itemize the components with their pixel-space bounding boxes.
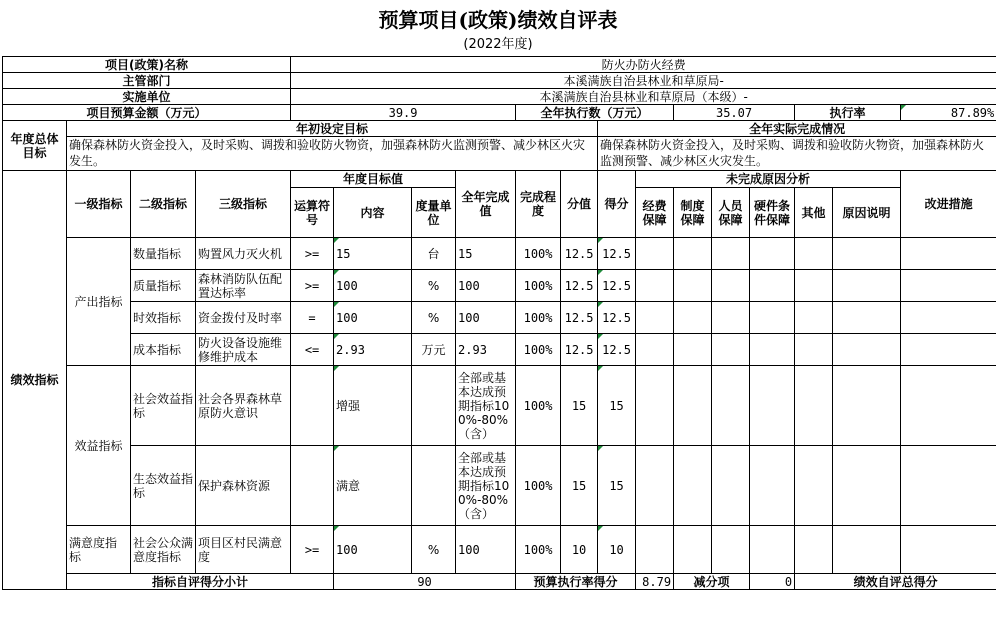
cell-content: 100 <box>334 270 412 302</box>
cell-score-value: 10 <box>561 526 598 574</box>
label-annual-goal: 年度总体目标 <box>3 121 67 171</box>
cell-degree: 100% <box>516 366 561 446</box>
cell-unit <box>412 446 456 526</box>
cell-level3: 社会各界森林草原防火意识 <box>196 366 291 446</box>
cell-level2: 社会公众满意度指标 <box>131 526 196 574</box>
page-title: 预算项目(政策)绩效自评表 <box>378 8 618 32</box>
cell-degree: 100% <box>516 526 561 574</box>
cell-level3: 森林消防队伍配置达标率 <box>196 270 291 302</box>
cell-empty <box>674 446 712 526</box>
cell-empty <box>636 526 674 574</box>
cell-empty <box>712 446 750 526</box>
group-benefit: 效益指标 <box>67 366 131 526</box>
cell-degree: 100% <box>516 334 561 366</box>
label-subtotal: 指标自评得分小计 <box>67 574 334 590</box>
header-level1: 一级指标 <box>67 171 131 238</box>
cell-empty <box>833 334 901 366</box>
cell-score: 12.5 <box>598 334 636 366</box>
cell-empty <box>795 446 833 526</box>
cell-empty <box>833 238 901 270</box>
cell-operator: = <box>291 302 334 334</box>
header-content: 内容 <box>334 188 412 238</box>
table-row <box>3 334 996 366</box>
label-exec-score: 预算执行率得分 <box>516 574 636 590</box>
cell-operator: <= <box>291 334 334 366</box>
header-funding: 经费保障 <box>636 188 674 238</box>
cell-empty <box>795 238 833 270</box>
cell-empty <box>712 366 750 446</box>
header-score-value: 分值 <box>561 171 598 238</box>
cell-level3: 保护森林资源 <box>196 446 291 526</box>
cell-empty <box>833 526 901 574</box>
cell-unit <box>412 366 456 446</box>
cell-empty <box>901 270 996 302</box>
cell-empty <box>901 446 996 526</box>
cell-unit: % <box>412 270 456 302</box>
header-actual-status: 全年实际完成情况 <box>598 121 996 137</box>
cell-score: 15 <box>598 446 636 526</box>
cell-completed: 100 <box>456 526 516 574</box>
cell-empty <box>712 334 750 366</box>
cell-unit: 万元 <box>412 334 456 366</box>
cell-completed: 2.93 <box>456 334 516 366</box>
cell-level3: 项目区村民满意度 <box>196 526 291 574</box>
cell-level2: 社会效益指标 <box>131 366 196 446</box>
value-actual-status: 确保森林防火资金投入，及时采购、调拨和验收防火物资，加强森林防火监测预警、减少林区火灾发生。 <box>598 137 996 171</box>
header-personnel: 人员保障 <box>712 188 750 238</box>
label-project-name: 项目(政策)名称 <box>3 57 291 73</box>
header-initial-goal: 年初设定目标 <box>67 121 598 137</box>
header-score: 得分 <box>598 171 636 238</box>
header-level2: 二级指标 <box>131 171 196 238</box>
cell-content: 100 <box>334 526 412 574</box>
cell-content: 100 <box>334 302 412 334</box>
value-exec-amount: 35.07 <box>674 105 795 121</box>
cell-level3: 资金拨付及时率 <box>196 302 291 334</box>
cell-level2: 质量指标 <box>131 270 196 302</box>
cell-degree: 100% <box>516 446 561 526</box>
cell-empty <box>674 366 712 446</box>
cell-level2: 成本指标 <box>131 334 196 366</box>
cell-degree: 100% <box>516 302 561 334</box>
cell-score-value: 12.5 <box>561 334 598 366</box>
cell-content: 满意 <box>334 446 412 526</box>
label-total: 绩效自评总得分 <box>795 574 996 590</box>
cell-empty <box>795 334 833 366</box>
group-satisfaction: 满意度指标 <box>67 526 131 574</box>
header-unit: 度量单位 <box>412 188 456 238</box>
cell-empty <box>795 302 833 334</box>
cell-empty <box>833 302 901 334</box>
table-row <box>3 270 996 302</box>
label-perf-indicator: 绩效指标 <box>3 171 67 590</box>
value-exec-rate: 87.89% <box>901 105 996 121</box>
label-dept: 主管部门 <box>3 73 291 89</box>
cell-degree: 100% <box>516 270 561 302</box>
cell-operator: >= <box>291 526 334 574</box>
cell-empty <box>674 334 712 366</box>
cell-empty <box>674 302 712 334</box>
header-reason-note: 原因说明 <box>833 188 901 238</box>
cell-empty <box>901 334 996 366</box>
header-completed: 全年完成值 <box>456 171 516 238</box>
value-subtotal: 90 <box>334 574 516 590</box>
cell-level2: 生态效益指标 <box>131 446 196 526</box>
cell-content: 增强 <box>334 366 412 446</box>
cell-score-value: 12.5 <box>561 238 598 270</box>
cell-score-value: 12.5 <box>561 270 598 302</box>
cell-empty <box>795 526 833 574</box>
cell-empty <box>901 526 996 574</box>
cell-completed: 全部或基本达成预期指标100%-80%（含） <box>456 366 516 446</box>
cell-score-value: 15 <box>561 366 598 446</box>
cell-empty <box>674 238 712 270</box>
cell-completed: 全部或基本达成预期指标100%-80%（含） <box>456 446 516 526</box>
cell-completed: 100 <box>456 302 516 334</box>
cell-empty <box>636 334 674 366</box>
cell-level2: 数量指标 <box>131 238 196 270</box>
cell-score: 12.5 <box>598 270 636 302</box>
cell-empty <box>674 270 712 302</box>
table-row <box>3 238 996 270</box>
cell-level3: 购置风力灭火机 <box>196 238 291 270</box>
cell-empty <box>833 366 901 446</box>
value-exec-score: 8.79 <box>636 574 674 590</box>
label-exec-rate: 执行率 <box>795 105 901 121</box>
label-exec-amount: 全年执行数（万元） <box>516 105 674 121</box>
header-operator: 运算符号 <box>291 188 334 238</box>
cell-empty <box>636 302 674 334</box>
cell-empty <box>795 366 833 446</box>
cell-empty <box>636 446 674 526</box>
cell-empty <box>750 334 795 366</box>
cell-operator: >= <box>291 270 334 302</box>
page-subtitle: (2022年度) <box>463 37 533 52</box>
cell-empty <box>833 270 901 302</box>
value-deduct: 0 <box>750 574 795 590</box>
value-initial-goal: 确保森林防火资金投入，及时采购、调拨和验收防火物资，加强森林防火监测预警、减少林区火灾发生。 <box>67 137 598 171</box>
cell-unit: % <box>412 526 456 574</box>
header-level3: 三级指标 <box>196 171 291 238</box>
table-row <box>3 446 996 526</box>
cell-score: 15 <box>598 366 636 446</box>
header-degree: 完成程度 <box>516 171 561 238</box>
cell-operator <box>291 446 334 526</box>
cell-content: 2.93 <box>334 334 412 366</box>
cell-empty <box>636 238 674 270</box>
table-row <box>3 366 996 446</box>
cell-operator: >= <box>291 238 334 270</box>
header-other: 其他 <box>795 188 833 238</box>
value-project-name: 防火办防火经费 <box>291 57 996 73</box>
cell-content: 15 <box>334 238 412 270</box>
cell-operator <box>291 366 334 446</box>
cell-empty <box>750 526 795 574</box>
cell-empty <box>674 526 712 574</box>
header-reason-analysis: 未完成原因分析 <box>636 171 901 188</box>
cell-empty <box>750 446 795 526</box>
header-system: 制度保障 <box>674 188 712 238</box>
cell-empty <box>750 302 795 334</box>
cell-completed: 100 <box>456 270 516 302</box>
cell-score-value: 15 <box>561 446 598 526</box>
cell-unit: 台 <box>412 238 456 270</box>
value-budget-amount: 39.9 <box>291 105 516 121</box>
cell-empty <box>712 526 750 574</box>
cell-unit: % <box>412 302 456 334</box>
cell-empty <box>750 238 795 270</box>
cell-empty <box>750 270 795 302</box>
cell-empty <box>795 270 833 302</box>
cell-empty <box>750 366 795 446</box>
header-hardware: 硬件条件保障 <box>750 188 795 238</box>
cell-score: 12.5 <box>598 302 636 334</box>
cell-level3: 防火设备设施维修维护成本 <box>196 334 291 366</box>
cell-score-value: 12.5 <box>561 302 598 334</box>
cell-empty <box>901 302 996 334</box>
cell-empty <box>712 302 750 334</box>
cell-degree: 100% <box>516 238 561 270</box>
cell-empty <box>833 446 901 526</box>
label-deduct: 减分项 <box>674 574 750 590</box>
cell-empty <box>712 270 750 302</box>
label-budget-amount: 项目预算金额（万元） <box>3 105 291 121</box>
header-annual-target: 年度目标值 <box>291 171 456 188</box>
cell-level2: 时效指标 <box>131 302 196 334</box>
cell-empty <box>901 366 996 446</box>
value-dept: 本溪满族自治县林业和草原局- <box>291 73 996 89</box>
group-output: 产出指标 <box>67 238 131 366</box>
label-unit: 实施单位 <box>3 89 291 105</box>
table-row <box>3 302 996 334</box>
cell-empty <box>901 238 996 270</box>
cell-completed: 15 <box>456 238 516 270</box>
cell-score: 10 <box>598 526 636 574</box>
cell-empty <box>636 366 674 446</box>
cell-score: 12.5 <box>598 238 636 270</box>
table-row <box>3 526 996 574</box>
value-unit: 本溪满族自治县林业和草原局（本级）- <box>291 89 996 105</box>
cell-empty <box>712 238 750 270</box>
evaluation-table <box>2 56 996 590</box>
cell-empty <box>636 270 674 302</box>
header-improvement: 改进措施 <box>901 171 996 238</box>
